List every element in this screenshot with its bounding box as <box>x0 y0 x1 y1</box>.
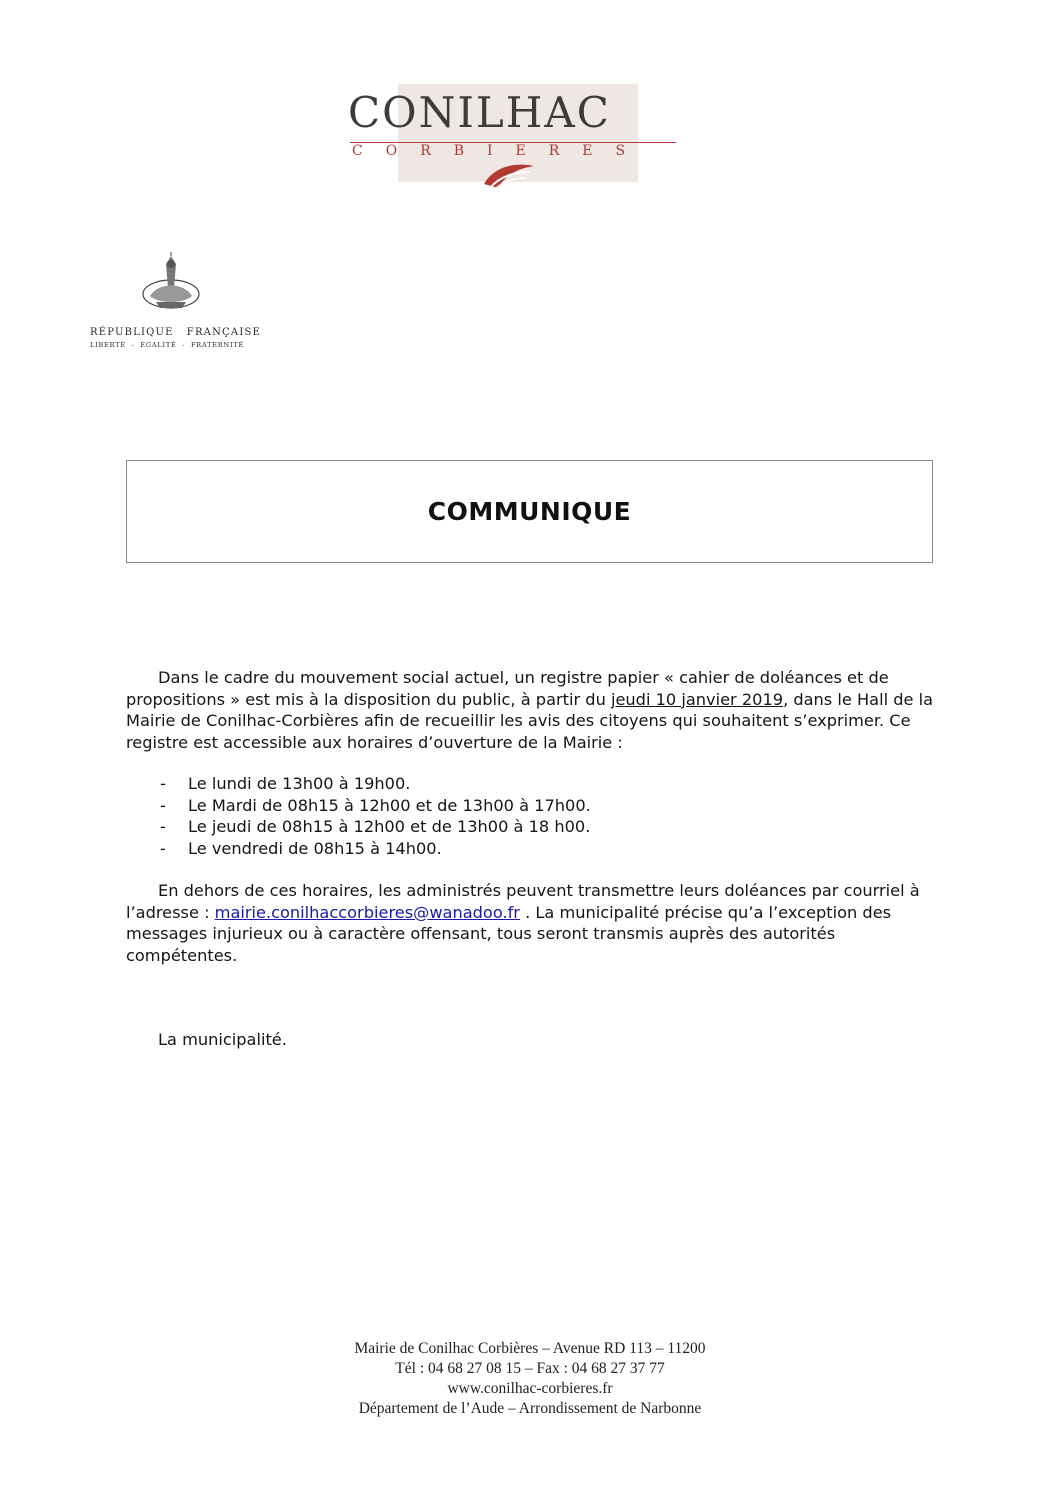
list-marker: - <box>160 774 166 793</box>
logo-swoosh-icon <box>480 158 540 192</box>
republique-title: RÉPUBLIQUE FRANÇAISE <box>90 327 262 338</box>
hours-friday: Le vendredi de 08h15 à 14h00. <box>188 838 442 858</box>
footer-phone: Tél : 04 68 27 08 15 – Fax : 04 68 27 37 77 <box>395 1360 665 1377</box>
paragraph-contact-part2: . La municipalité précise qu’a l’exception des messages injurieux ou à caractère offensant, tous seront transmis auprès des autorités compétentes. <box>126 902 892 965</box>
paragraph-contact <box>126 880 936 966</box>
list-marker: - <box>160 838 166 858</box>
heading-box <box>126 460 933 563</box>
footer-website: www.conilhac-corbieres.fr <box>447 1380 613 1397</box>
paragraph-intro-part1: Dans le cadre du mouvement social actuel, un registre papier « cahier de doléances et de propositions » est mis à la disposition du public, à partir du <box>126 668 889 709</box>
list-marker: - <box>160 817 166 836</box>
republique-motto: LIBERTÉ - ÉGALITÉ - FRATERNITÉ <box>90 341 245 349</box>
list-item <box>126 773 926 795</box>
signature: La municipalité. <box>158 1030 287 1049</box>
email-link[interactable]: mairie.conilhaccorbieres@wanadoo.fr <box>214 902 520 922</box>
footer <box>230 1339 830 1419</box>
list-item <box>126 838 926 860</box>
hours-monday: Le lundi de 13h00 à 19h00. <box>188 774 411 793</box>
paragraph-contact-part1: En dehors de ces horaires, les administrés peuvent transmettre leurs doléances par courriel à l’adresse : <box>126 881 920 922</box>
paragraph-intro-part2: , dans le Hall de la Mairie de Conilhac-Corbières afin de recueillir les avis des citoyens qui souhaitent s’exprimer. Ce registre est accessible aux horaires d’ouverture de la Mairie : <box>126 689 934 752</box>
list-marker: - <box>160 795 166 815</box>
list-item <box>126 795 926 817</box>
hours-thursday: Le jeudi de 08h15 à 12h00 et de 13h00 à 18 h00. <box>188 817 591 836</box>
marianne-seal-icon <box>136 252 206 316</box>
conilhac-logo <box>340 82 690 192</box>
footer-address: Mairie de Conilhac Corbières – Avenue RD 113 – 11200 <box>354 1340 706 1357</box>
logo-name: CONILHAC <box>348 88 611 137</box>
list-item <box>126 816 926 838</box>
announcement-date: jeudi 10 janvier 2019 <box>610 689 784 709</box>
hours-tuesday: Le Mardi de 08h15 à 12h00 et de 13h00 à 17h00. <box>188 795 591 815</box>
paragraph-intro <box>126 667 936 753</box>
page-title: COMMUNIQUE <box>427 497 632 526</box>
footer-department: Département de l’Aude – Arrondissement de Narbonne <box>358 1400 702 1417</box>
opening-hours-list <box>126 773 926 859</box>
logo-subtitle: CORBIERES <box>352 143 649 159</box>
